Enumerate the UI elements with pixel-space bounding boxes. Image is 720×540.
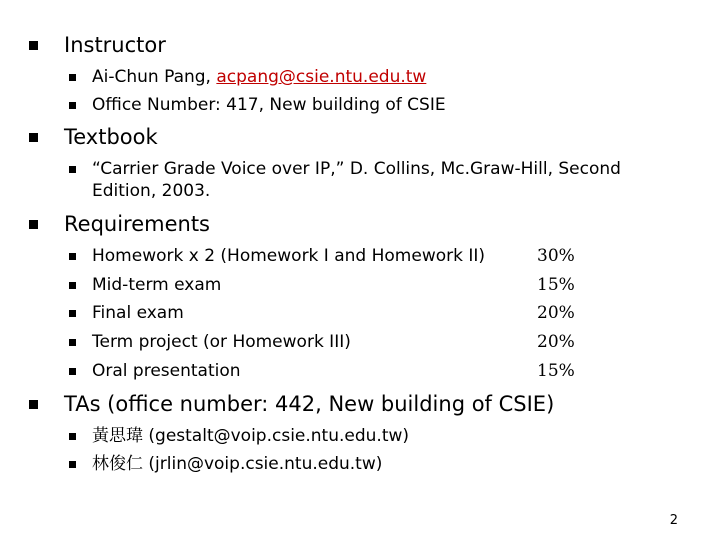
instructor-office: Office Number: 417, New building of CSIE bbox=[92, 95, 446, 115]
ta-contact: 黃思瑋 (gestalt@voip.csie.ntu.edu.tw) bbox=[92, 426, 410, 446]
instructor-email-link[interactable]: acpang@csie.ntu.edu.tw bbox=[216, 67, 427, 87]
instructor-name: Ai-Chun Pang, bbox=[92, 67, 217, 87]
square-bullet-icon bbox=[69, 368, 76, 375]
square-bullet-icon bbox=[69, 102, 76, 109]
ta-item bbox=[69, 453, 382, 475]
section-instructor bbox=[29, 32, 166, 58]
square-bullet-icon bbox=[29, 400, 38, 409]
section-requirements bbox=[29, 211, 210, 237]
section-heading: TAs (office number: 442, New building of CSIE) bbox=[64, 392, 555, 416]
requirement-weight: 20% bbox=[537, 303, 575, 323]
instructor-office-item bbox=[69, 94, 446, 116]
square-bullet-icon bbox=[69, 433, 76, 440]
textbook-citation: “Carrier Grade Voice over IP,” D. Collins, Mc.Graw-Hill, Second Edition, 2003. bbox=[92, 159, 621, 201]
requirement-weight: 20% bbox=[537, 332, 575, 352]
textbook-item bbox=[69, 158, 662, 202]
ta-contact: 林俊仁 (jrlin@voip.csie.ntu.edu.tw) bbox=[92, 454, 383, 474]
section-heading: Instructor bbox=[64, 33, 166, 57]
requirement-item bbox=[69, 302, 184, 324]
ta-item bbox=[69, 425, 409, 447]
requirement-weight: 15% bbox=[537, 361, 575, 381]
instructor-name-item bbox=[69, 66, 426, 88]
square-bullet-icon bbox=[69, 310, 76, 317]
square-bullet-icon bbox=[29, 220, 38, 229]
requirement-item bbox=[69, 360, 241, 382]
square-bullet-icon bbox=[29, 41, 38, 50]
requirement-label: Final exam bbox=[92, 303, 184, 323]
requirement-item bbox=[69, 274, 221, 296]
requirement-label: Mid-term exam bbox=[92, 275, 222, 295]
requirement-label: Oral presentation bbox=[92, 361, 241, 381]
requirement-weight: 15% bbox=[537, 275, 575, 295]
requirement-item bbox=[69, 245, 485, 267]
section-textbook bbox=[29, 124, 158, 150]
requirement-label: Homework x 2 (Homework I and Homework II) bbox=[92, 246, 486, 266]
square-bullet-icon bbox=[69, 339, 76, 346]
square-bullet-icon bbox=[69, 253, 76, 260]
page-number: 2 bbox=[669, 513, 678, 528]
square-bullet-icon bbox=[29, 133, 38, 142]
section-heading: Requirements bbox=[64, 212, 210, 236]
requirement-weight: 30% bbox=[537, 246, 575, 266]
square-bullet-icon bbox=[69, 461, 76, 468]
square-bullet-icon bbox=[69, 74, 76, 81]
square-bullet-icon bbox=[69, 282, 76, 289]
requirement-label: Term project (or Homework III) bbox=[92, 332, 351, 352]
requirement-item bbox=[69, 331, 351, 353]
section-heading: Textbook bbox=[64, 125, 158, 149]
square-bullet-icon bbox=[69, 166, 76, 173]
section-tas bbox=[29, 391, 554, 417]
